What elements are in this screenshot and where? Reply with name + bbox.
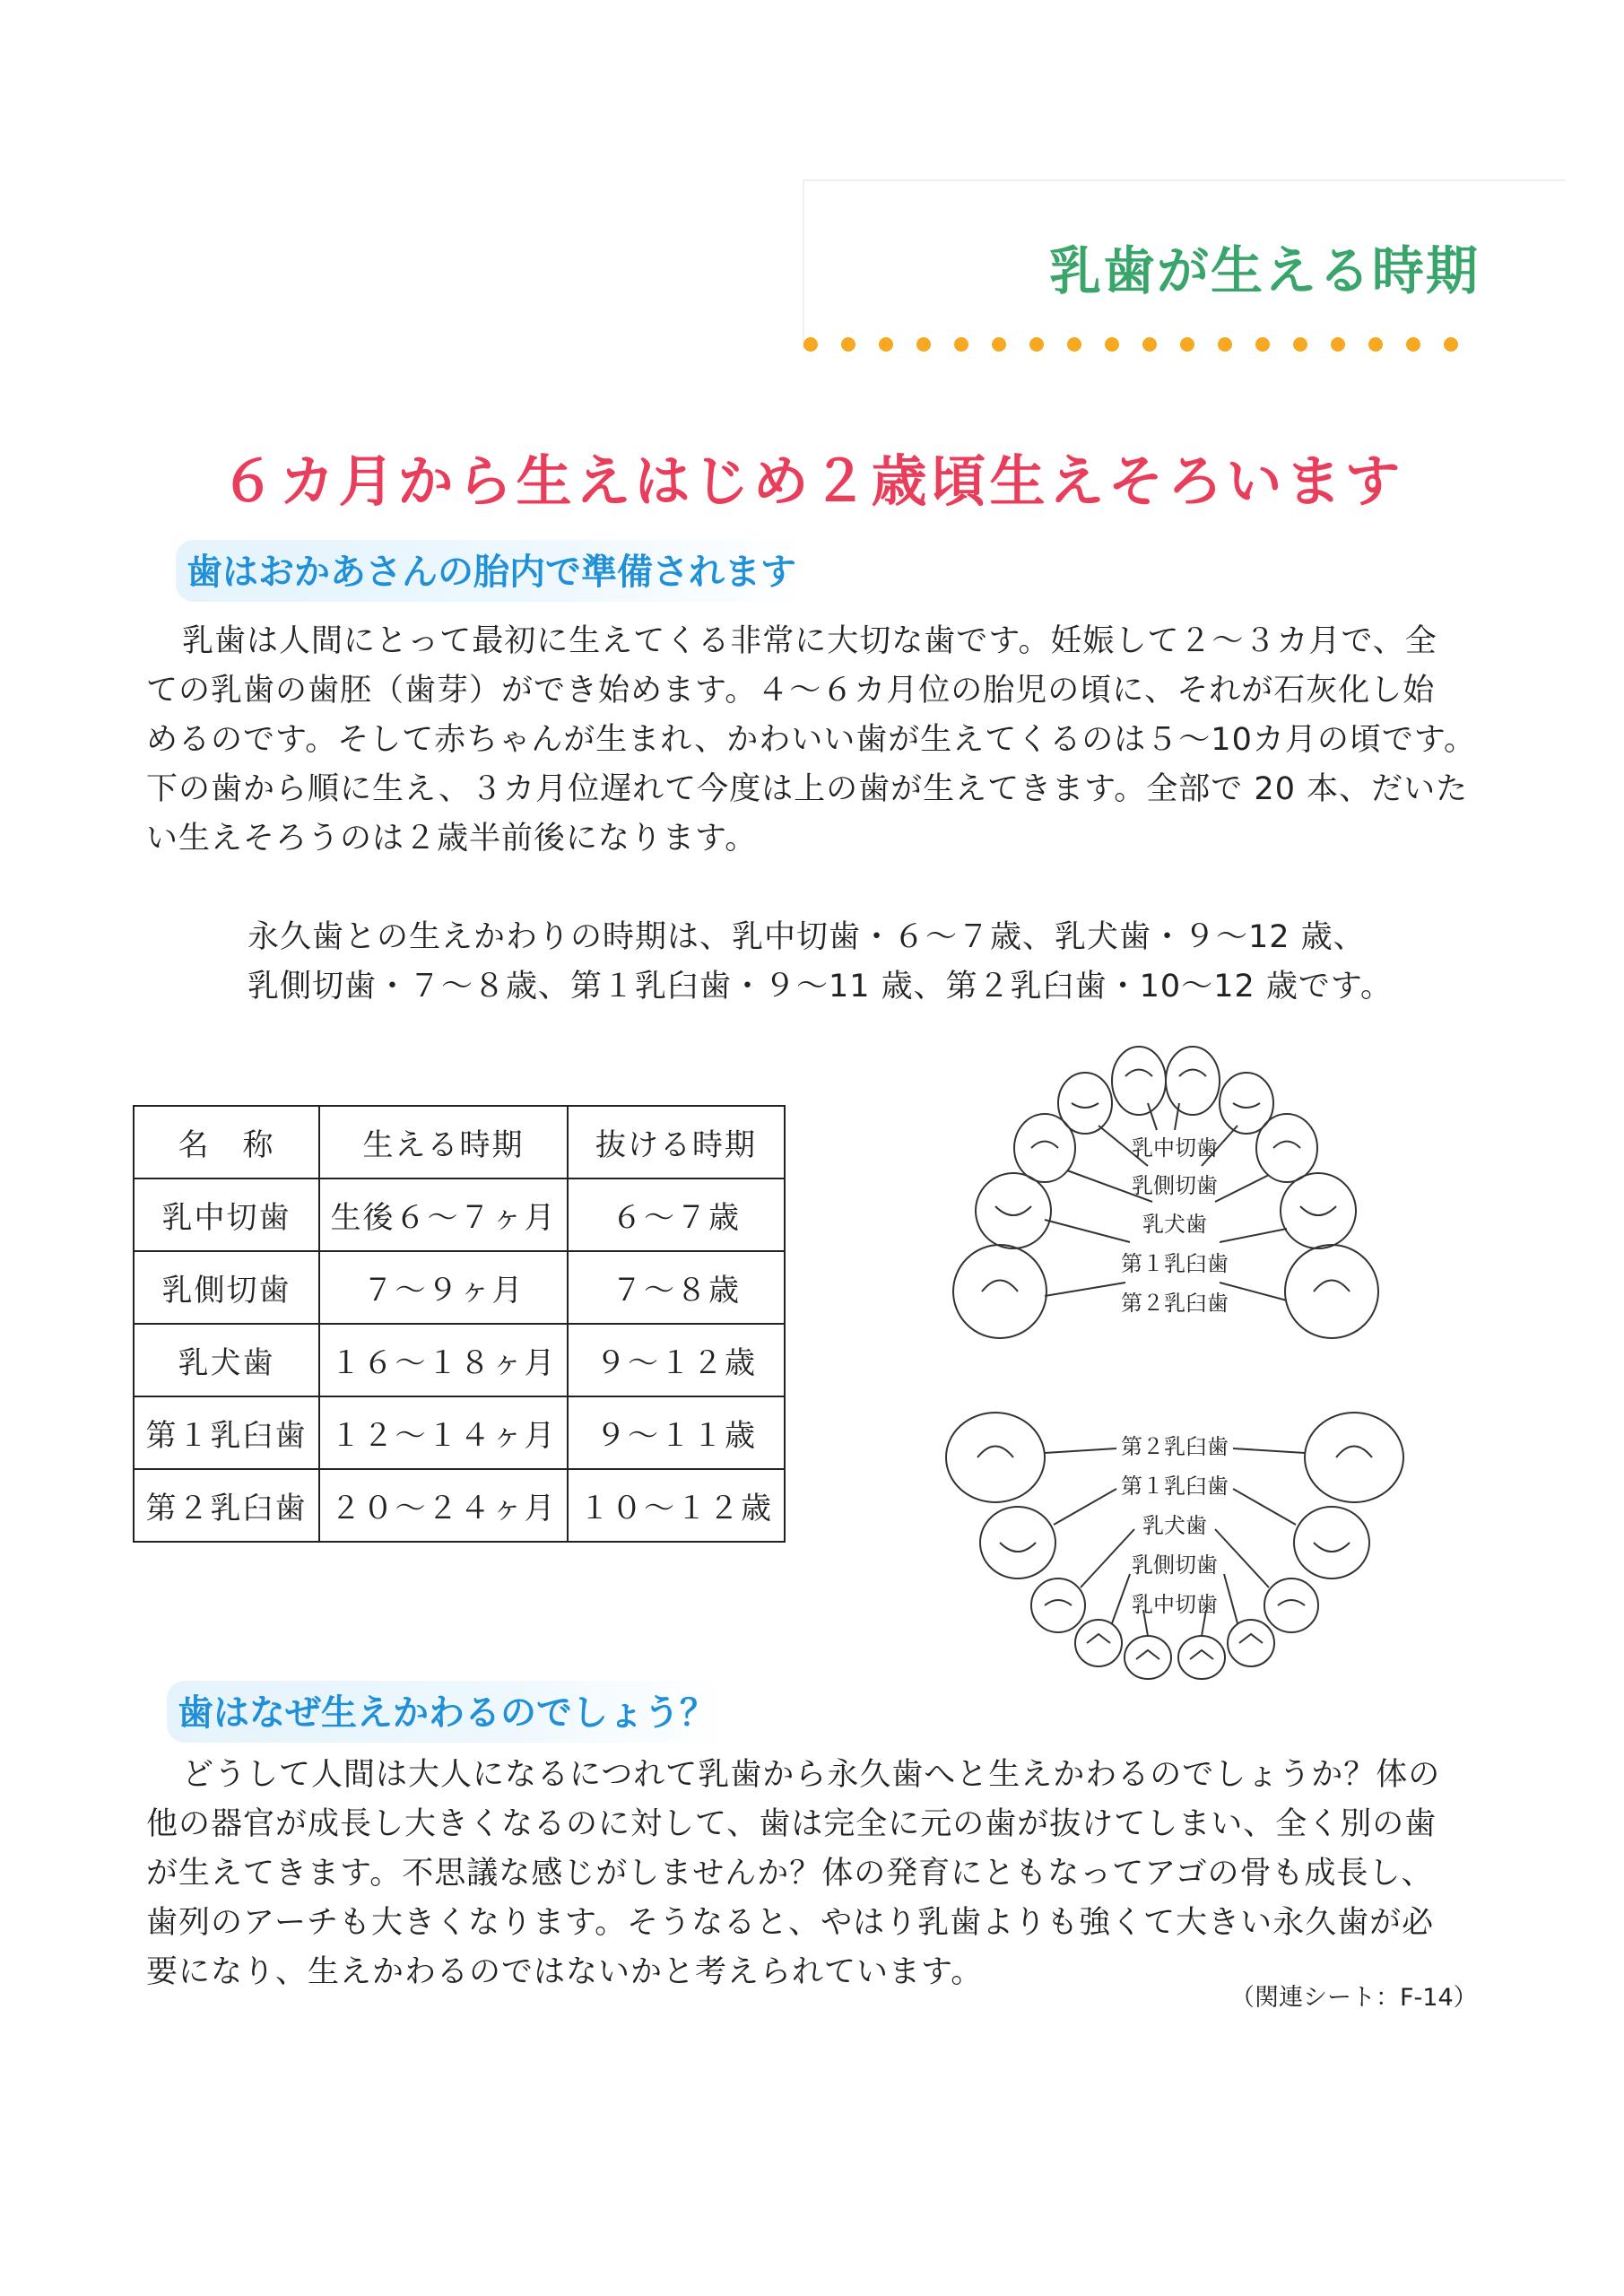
upper-label-canine: 乳犬歯 [1142, 1212, 1207, 1237]
cell-name: 第２乳臼歯 [134, 1469, 319, 1542]
note-line: 乳側切歯・７～８歳、第１乳臼歯・９～11 歳、第２乳臼歯・10～12 歳です。 [248, 969, 1394, 1004]
section2-body [146, 1751, 1491, 1997]
tooth-upper-molar1-left [976, 1173, 1051, 1248]
divider-dot [992, 337, 1006, 352]
tooth-lower-central-left [1125, 1636, 1171, 1679]
lower-label-lateral: 乳側切歯 [1132, 1552, 1218, 1578]
table-row [134, 1324, 785, 1396]
table-row [134, 1469, 785, 1542]
teeth-schedule-table [133, 1105, 786, 1543]
tooth-lower-lateral-left [1075, 1620, 1122, 1666]
header-frame-left [803, 179, 804, 350]
upper-label-lateral: 乳側切歯 [1132, 1173, 1218, 1198]
cell-name: 乳側切歯 [134, 1251, 319, 1324]
divider-dot [1406, 337, 1420, 352]
tooth-lower-central-right [1178, 1636, 1225, 1679]
divider-dot [1029, 337, 1044, 352]
cell-erupt: 生後６～７ヶ月 [319, 1178, 568, 1251]
section1-line: 乳歯は人間にとって最初に生えてくる非常に大切な歯です。妊娠して２～３カ月で、全 [182, 623, 1437, 659]
main-heading: ６カ月から生えはじめ２歳頃生えそろいます [220, 448, 1404, 514]
cell-erupt: ７～９ヶ月 [319, 1251, 568, 1324]
divider-dot [916, 337, 931, 352]
table-row [134, 1396, 785, 1469]
replacement-note [248, 913, 1503, 1012]
tooth-lower-canine-left [1031, 1578, 1085, 1632]
cell-name: 乳中切歯 [134, 1178, 319, 1251]
divider-dot [1142, 337, 1157, 352]
divider-dot [1218, 337, 1232, 352]
divider-dot [841, 337, 855, 352]
column-header: 生える時期 [319, 1106, 568, 1178]
divider-dot [879, 337, 893, 352]
divider-dot [1180, 337, 1194, 352]
tooth-upper-molar2-left [953, 1245, 1046, 1338]
lower-label-canine: 乳犬歯 [1142, 1513, 1207, 1538]
section2-line: 他の器官が成長し大きくなるのに対して、歯は完全に元の歯が抜けてしまい、全く別の歯 [146, 1806, 1437, 1842]
tooth-lower-canine-right [1264, 1578, 1318, 1632]
upper-label-central: 乳中切歯 [1132, 1135, 1218, 1161]
section2-line: が生えてきます。不思議な感じがしませんか？体の発育にともなってアゴの骨も成長し、 [146, 1856, 1434, 1892]
cell-erupt: １２～１４ヶ月 [319, 1396, 568, 1469]
divider-dot [1105, 337, 1119, 352]
tooth-upper-canine-right [1256, 1114, 1317, 1182]
section1-line: めるのです。そして赤ちゃんが生まれ、かわいい歯が生えてくるのは５～10カ月の頃です。 [146, 722, 1477, 758]
page-title: 乳歯が生える時期 [1048, 240, 1480, 301]
table-row [134, 1251, 785, 1324]
tooth-lower-molar1-right [1294, 1507, 1369, 1578]
cell-shed: ９～１１歳 [568, 1396, 785, 1469]
tooth-lower-molar1-left [980, 1507, 1055, 1578]
lower-arch-diagram [937, 1408, 1412, 1686]
section1-heading: 歯はおかあさんの胎内で準備されます [176, 540, 809, 602]
dotted-divider [802, 334, 1465, 355]
section1-line: い生えそろうのは２歳半前後になります。 [146, 821, 758, 857]
divider-dot [1255, 337, 1270, 352]
tooth-upper-molar1-right [1281, 1173, 1356, 1248]
divider-dot [1368, 337, 1383, 352]
divider-dot [954, 337, 968, 352]
section2-line: どうして人間は大人になるにつれて乳歯から永久歯へと生えかわるのでしょうか？体の [182, 1757, 1441, 1793]
lower-label-central: 乳中切歯 [1132, 1592, 1218, 1617]
divider-dot [1331, 337, 1345, 352]
table-row [134, 1178, 785, 1251]
tooth-upper-molar2-right [1285, 1245, 1378, 1338]
tooth-lower-molar2-left [946, 1413, 1045, 1502]
cell-name: 乳犬歯 [134, 1324, 319, 1396]
section1-line: ての乳歯の歯胚（歯芽）ができ始めます。４～６カ月位の胎児の頃に、それが石灰化し始 [146, 673, 1436, 709]
tooth-upper-central-left [1112, 1047, 1166, 1115]
upper-arch-diagram [946, 1040, 1412, 1354]
cell-shed: １０～１２歳 [568, 1469, 785, 1542]
divider-dot [1067, 337, 1081, 352]
cell-erupt: ２０～２４ヶ月 [319, 1469, 568, 1542]
tooth-lower-molar2-right [1305, 1413, 1403, 1502]
cell-erupt: １６～１８ヶ月 [319, 1324, 568, 1396]
divider-dot [1444, 337, 1458, 352]
section2-line: 要になり、生えかわるのではないかと考えられています。 [146, 1954, 984, 1990]
section1-line: 下の歯から順に生え、３カ月位遅れて今度は上の歯が生えてきます。全部で 20 本、だいた [146, 771, 1469, 807]
lower-label-molar1: 第１乳臼歯 [1121, 1474, 1229, 1499]
tooth-upper-canine-left [1014, 1114, 1075, 1182]
upper-label-molar2: 第２乳臼歯 [1121, 1291, 1229, 1316]
cell-shed: ７～８歳 [568, 1251, 785, 1324]
column-header: 抜ける時期 [568, 1106, 785, 1178]
tooth-upper-central-right [1166, 1047, 1220, 1115]
cell-shed: ６～７歳 [568, 1178, 785, 1251]
upper-label-molar1: 第１乳臼歯 [1121, 1251, 1229, 1276]
related-sheet-note: （関連シート：F-14） [1230, 1984, 1478, 2012]
header-frame-top [803, 179, 1565, 181]
lower-label-molar2: 第２乳臼歯 [1121, 1434, 1229, 1459]
cell-name: 第１乳臼歯 [134, 1396, 319, 1469]
divider-dot [803, 337, 818, 352]
divider-dot [1293, 337, 1307, 352]
cell-shed: ９～１２歳 [568, 1324, 785, 1396]
column-header: 名 称 [134, 1106, 319, 1178]
tooth-lower-lateral-right [1228, 1620, 1274, 1666]
table-header-row [134, 1106, 785, 1178]
note-line: 永久歯との生えかわりの時期は、乳中切歯・６～７歳、乳犬歯・９～12 歳、 [248, 919, 1366, 955]
section1-body [146, 617, 1491, 864]
section2-line: 歯列のアーチも大きくなります。そうなると、やはり乳歯よりも強くて大きい永久歯が必 [146, 1905, 1435, 1941]
section2-heading: 歯はなぜ生えかわるのでしょう？ [167, 1681, 728, 1743]
